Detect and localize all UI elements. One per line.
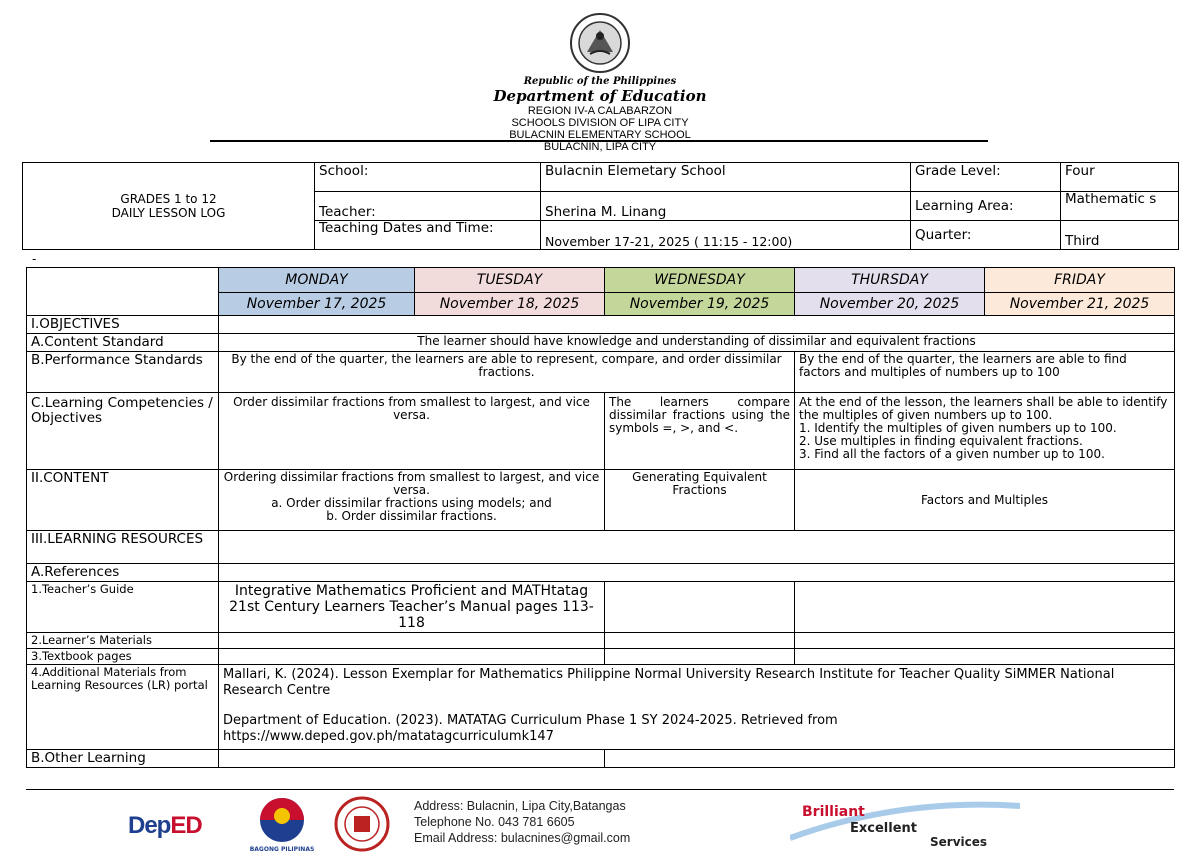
day-date-thursday: November 20, 2025	[795, 293, 985, 316]
teacher-value: Sherina M. Linang	[541, 192, 911, 221]
day-date-friday: November 21, 2025	[985, 293, 1175, 316]
bagong-pilipinas-logo	[244, 794, 320, 854]
area-value: Mathematic s	[1061, 192, 1179, 221]
motto-logo	[790, 798, 1020, 850]
textbook-wed	[605, 649, 795, 665]
additional-value	[219, 665, 1175, 750]
content-label: II.CONTENT	[27, 470, 219, 531]
deped-logo-dep: Dep	[128, 812, 171, 839]
teachers-guide-value: Integrative Mathematics Proficient and MATHtatag 21st Century Learners Teacher’s Manual pages 113-118	[219, 582, 605, 633]
log-title-1: GRADES 1 to 12	[120, 192, 217, 206]
day-name-tuesday: TUESDAY	[415, 268, 605, 293]
motto-excellent: Excellent	[850, 821, 917, 836]
content-mon-line-2: a. Order dissimilar fractions using models; and	[271, 496, 552, 510]
teacher-label: Teacher:	[315, 192, 541, 221]
location-text: BULACNIN, LIPA CITY	[543, 141, 657, 153]
other-learning-rest	[605, 750, 1175, 768]
textbook-label: 3.Textbook pages	[27, 649, 219, 665]
learners-mon	[219, 633, 605, 649]
school-email: Email Address: bulacnines@gmail.com	[414, 831, 631, 845]
textbook-thu	[795, 649, 1175, 665]
day-name-monday: MONDAY	[219, 268, 415, 293]
motto-services: Services	[930, 835, 988, 849]
dates-label: Teaching Dates and Time:	[315, 221, 541, 250]
learners-thu	[795, 633, 1175, 649]
school-seal-icon	[330, 796, 394, 852]
competencies-thu	[795, 393, 1175, 470]
references-empty	[219, 564, 1175, 582]
teachers-guide-label: 1.Teacher’s Guide	[27, 582, 219, 633]
header-divider	[210, 140, 988, 142]
deped-seal-icon	[557, 12, 643, 74]
competencies-thu-item-3: 3. Find all the factors of a given number up to 100.	[799, 447, 1105, 461]
content-standard-label: A.Content Standard	[27, 334, 219, 352]
deped-logo	[128, 812, 202, 840]
area-label: Learning Area:	[911, 192, 1061, 221]
grade-label: Grade Level:	[911, 163, 1061, 192]
bagong-pilipinas-text: BAGONG PILIPINAS	[249, 846, 315, 853]
resources-empty	[219, 531, 1175, 564]
school-contact	[414, 798, 630, 846]
daily-lesson-log-table	[26, 267, 1175, 768]
school-label: School:	[315, 163, 541, 192]
performance-label: B.Performance Standards	[27, 352, 219, 393]
department-text: Department of Education	[493, 87, 707, 105]
performance-value-1: By the end of the quarter, the learners are able to represent, compare, and order dissimilar fractions.	[219, 352, 795, 393]
learners-wed	[605, 633, 795, 649]
day-name-friday: FRIDAY	[985, 268, 1175, 293]
content-mon-line-3: b. Order dissimilar fractions.	[326, 509, 497, 523]
grade-value: Four	[1061, 163, 1179, 192]
resources-label: III.LEARNING RESOURCES	[27, 531, 219, 564]
letterhead	[0, 12, 1200, 153]
day-date-tuesday: November 18, 2025	[415, 293, 605, 316]
competencies-thu-item-1: 1. Identify the multiples of given numbers up to 100.	[799, 421, 1117, 435]
performance-value-2: By the end of the quarter, the learners are able to find factors and multiples of numbers up to 100	[795, 352, 1175, 393]
day-date-monday: November 17, 2025	[219, 293, 415, 316]
school-address: Address: Bulacnin, Lipa City,Batangas	[414, 799, 626, 813]
school-value: Bulacnin Elemetary School	[541, 163, 911, 192]
deped-logo-ed: ED	[170, 812, 202, 839]
competencies-thu-intro: At the end of the lesson, the learners shall be able to identify the multiples of given numbers up to 100.	[799, 395, 1168, 422]
school-text: BULACNIN ELEMENTARY SCHOOL	[509, 129, 691, 141]
competencies-mon: Order dissimilar fractions from smallest to largest, and vice versa.	[219, 393, 605, 470]
quarter-value: Third	[1061, 221, 1179, 250]
objectives-label: I.OBJECTIVES	[27, 316, 219, 334]
footer-divider	[26, 789, 1174, 790]
additional-ref-2: Department of Education. (2023). MATATAG Curriculum Phase 1 SY 2024-2025. Retrieved from https://www.deped.gov.ph/matatagcurriculumk147	[223, 713, 838, 744]
school-telephone: Telephone No. 043 781 6605	[414, 815, 575, 829]
division-text: SCHOOLS DIVISION OF LIPA CITY	[511, 117, 689, 129]
quarter-label: Quarter:	[911, 221, 1061, 250]
objectives-empty	[219, 316, 1175, 334]
other-learning-mon	[219, 750, 605, 768]
day-date-wednesday: November 19, 2025	[605, 293, 795, 316]
footer	[0, 792, 1200, 862]
day-name-thursday: THURSDAY	[795, 268, 985, 293]
other-learning-label: B.Other Learning	[27, 750, 219, 768]
lesson-info-table	[22, 162, 1179, 250]
corner-cell	[27, 268, 219, 316]
content-thu: Factors and Multiples	[795, 470, 1175, 531]
additional-ref-1: Mallari, K. (2024). Lesson Exemplar for Mathematics Philippine Normal University Research Institute for Teacher Quality SiMMER National Research Centre	[223, 667, 1115, 698]
competencies-wed: The learners compare dissimilar fractions using the symbols =, >, and <.	[605, 393, 795, 470]
content-standard-value: The learner should have knowledge and understanding of dissimilar and equivalent fractions	[219, 334, 1175, 352]
republic-text: Republic of the Philippines	[523, 76, 677, 87]
region-text: REGION IV-A CALABARZON	[527, 105, 673, 117]
teachers-guide-wed	[605, 582, 795, 633]
log-title-2: DAILY LESSON LOG	[111, 206, 226, 220]
dates-value: November 17-21, 2025 ( 11:15 - 12:00)	[541, 221, 911, 250]
day-name-wednesday: WEDNESDAY	[605, 268, 795, 293]
log-title-cell	[23, 163, 315, 250]
dash-mark: -	[32, 252, 37, 266]
content-wed: Generating Equivalent Fractions	[605, 470, 795, 531]
content-mon-line-1: Ordering dissimilar fractions from smallest to largest, and vice versa.	[223, 470, 600, 497]
textbook-mon	[219, 649, 605, 665]
competencies-thu-item-2: 2. Use multiples in finding equivalent fractions.	[799, 434, 1083, 448]
teachers-guide-thu	[795, 582, 1175, 633]
motto-brilliant: Brilliant	[802, 804, 865, 820]
learners-label: 2.Learner’s Materials	[27, 633, 219, 649]
additional-label: 4.Additional Materials from Learning Resources (LR) portal	[27, 665, 219, 750]
competencies-label: C.Learning Competencies / Objectives	[27, 393, 219, 470]
references-label: A.References	[27, 564, 219, 582]
content-mon	[219, 470, 605, 531]
